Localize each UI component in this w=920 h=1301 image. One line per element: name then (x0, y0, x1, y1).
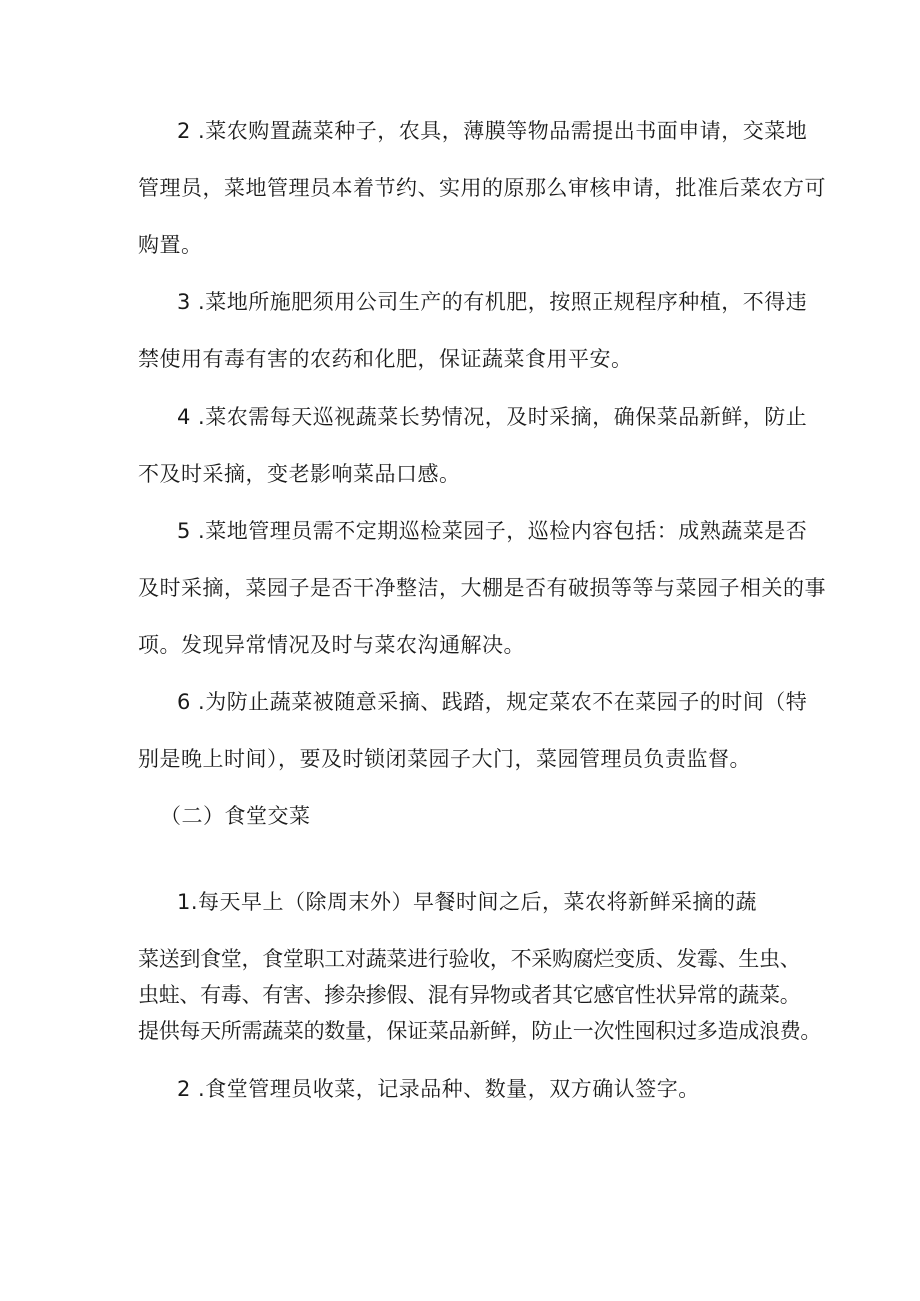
section-paragraph-1-line-2: 菜送到食堂，食堂职工对蔬菜进行验收，不采购腐烂变质、发霉、生虫、 (138, 947, 801, 971)
section-heading: （二）食堂交菜 (160, 804, 311, 828)
paragraph-3-line-1: 3 .菜地所施肥须用公司生产的有机肥，按照正规程序种植，不得违 (177, 290, 808, 314)
paragraph-5-line-2: 及时采摘，菜园子是否干净整洁，大棚是否有破损等等与菜园子相关的事 (138, 576, 826, 600)
paragraph-2-line-1: 2 .菜农购置蔬菜种子，农具，薄膜等物品需提出书面申请，交菜地 (177, 119, 808, 143)
paragraph-5-line-3: 项。发现异常情况及时与菜农沟通解决。 (138, 633, 525, 657)
paragraph-2-line-2: 管理员，菜地管理员本着节约、实用的原那么审核申请，批准后菜农方可 (138, 176, 826, 200)
section-paragraph-1-line-1: 1.每天早上（除周末外）早餐时间之后，菜农将新鲜采摘的蔬 (177, 890, 758, 914)
paragraph-5-line-1: 5 .菜地管理员需不定期巡检菜园子，巡检内容包括：成熟蔬菜是否 (177, 519, 808, 543)
paragraph-6-line-2: 别是晚上时间），要及时锁闭菜园子大门，菜园管理员负责监督。 (138, 747, 751, 771)
paragraph-3-line-2: 禁使用有毒有害的农药和化肥，保证蔬菜食用平安。 (138, 347, 633, 371)
paragraph-6-line-1: 6 .为防止蔬菜被随意采摘、践踏，规定菜农不在菜园子的时间（特 (177, 690, 808, 714)
section-paragraph-1-line-3: 虫蛀、有毒、有害、掺杂掺假、混有异物或者其它感官性状异常的蔬菜。 (138, 983, 801, 1007)
section-paragraph-2-line-1: 2 .食堂管理员收菜，记录品种、数量，双方确认签字。 (177, 1077, 700, 1101)
paragraph-4-line-2: 不及时采摘，变老影响菜品口感。 (138, 462, 461, 486)
paragraph-4-line-1: 4 .菜农需每天巡视蔬菜长势情况，及时采摘，确保菜品新鲜，防止 (177, 405, 808, 429)
section-paragraph-1-line-4: 提供每天所需蔬菜的数量，保证菜品新鲜，防止一次性囤积过多造成浪费。 (138, 1019, 822, 1043)
paragraph-2-line-3: 购置。 (138, 233, 203, 257)
